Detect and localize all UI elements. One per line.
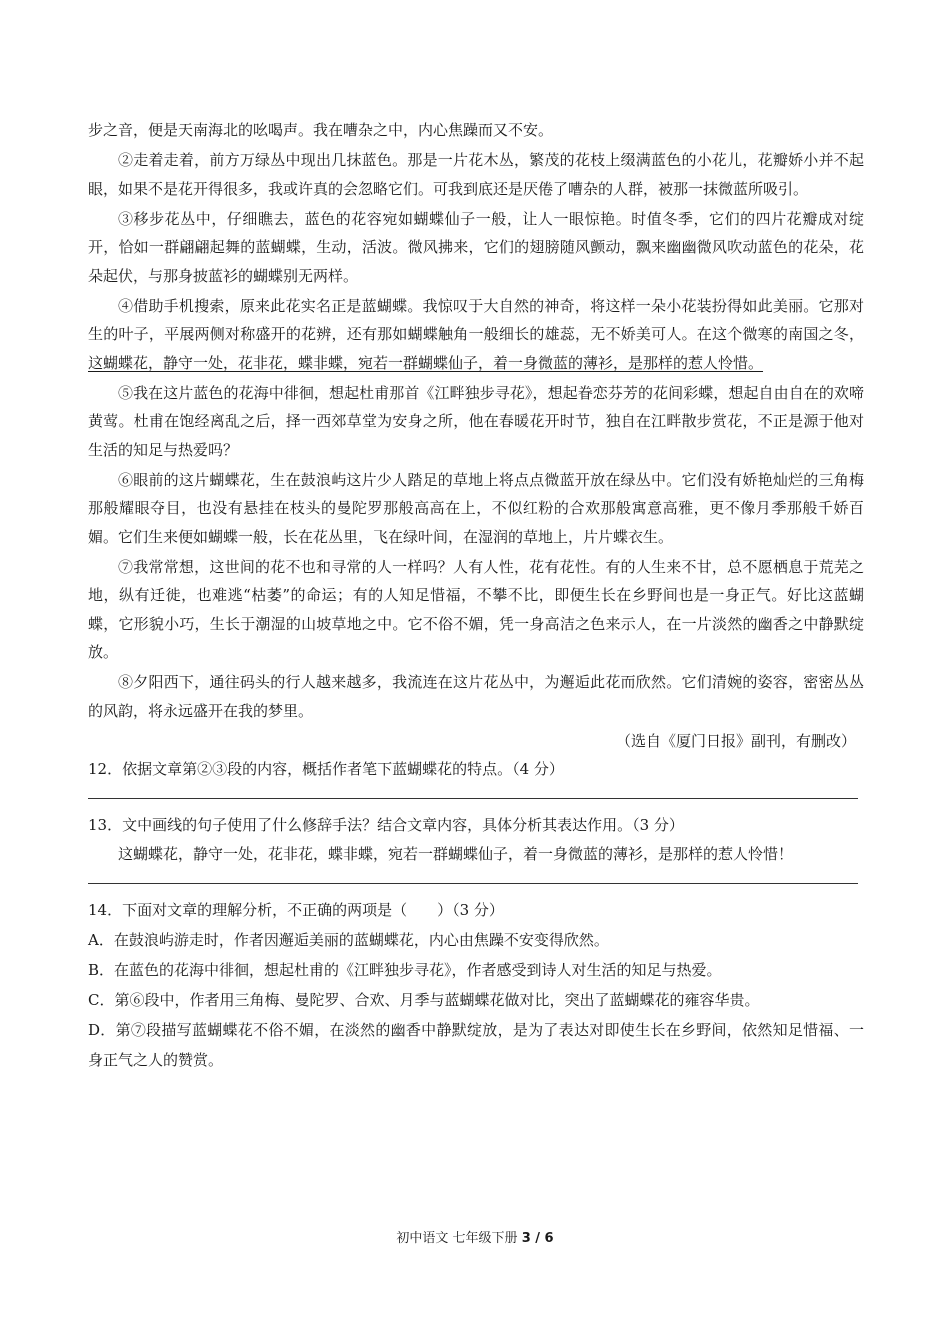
question-12: 12．依据文章第②③段的内容，概括作者笔下蓝蝴蝶花的特点。（4 分）: [88, 759, 564, 778]
paragraph-5: ⑤我在这片蓝色的花海中徘徊，想起杜甫那首《江畔独步寻花》，想起眷恋芬芳的花间彩蝶，想起自由自在的欢啼黄莺。杜甫在饱经离乱之后，择一西郊草堂为安身之所，他在春暖花开时节，独自在江畔散步赏花，不正是源于他对生活的知足与热爱吗？: [88, 383, 864, 459]
answer-line-12[interactable]: [88, 798, 858, 799]
paragraph-4: [88, 292, 864, 378]
source-citation: （选自《厦门日报》副刊，有删改）: [615, 731, 856, 750]
footer-label: 初中语文 七年级下册: [396, 1231, 518, 1246]
option-b[interactable]: B．在蓝色的花海中徘徊，想起杜甫的《江畔独步寻花》，作者感受到诗人对生活的知足与热爱。: [88, 960, 722, 979]
option-a[interactable]: A．在鼓浪屿游走时，作者因邂逅美丽的蓝蝴蝶花，内心由焦躁不安变得欣然。: [88, 930, 609, 949]
paragraph-6: ⑥眼前的这片蝴蝶花，生在鼓浪屿这片少人踏足的草地上将点点微蓝开放在绿丛中。它们没有娇艳灿烂的三角梅那般耀眼夺目，也没有悬挂在枝头的曼陀罗那般高高在上，不似红粉的合欢那般寓意高雅，更不像月季那般千娇百媚。它们生来便如蝴蝶一般，长在花丛里，飞在绿叶间，在湿润的草地上，片片蝶衣生。: [88, 470, 864, 546]
question-14: 14．下面对文章的理解分析，不正确的两项是（ ）（3 分）: [88, 900, 504, 919]
option-d[interactable]: D．第⑦段描写蓝蝴蝶花不俗不媚，在淡然的幽香中静默绽放，是为了表达对即使生长在乡野间，依然知足惜福、一身正气之人的赞赏。: [88, 1020, 864, 1069]
paragraph-continued: 步之音，便是天南海北的吆喝声。我在嘈杂之中，内心焦躁而又不安。: [88, 121, 554, 139]
paragraph-3: ③移步花丛中，仔细瞧去，蓝色的花容宛如蝴蝶仙子一般，让人一眼惊艳。时值冬季，它们的四片花瓣成对绽开，恰如一群翩翩起舞的蓝蝴蝶，生动，活波。微风拂来，它们的翅膀随风颤动，飘来幽幽微风吹动蓝色的花朵，花朵起伏，与那身披蓝衫的蝴蝶别无两样。: [88, 209, 864, 285]
page-footer: [0, 1229, 950, 1249]
paragraph-8: ⑧夕阳西下，通往码头的行人越来越多，我流连在这片花丛中，为邂逅此花而欣然。它们清婉的姿容，密密丛丛的风韵，将永远盛开在我的梦里。: [88, 673, 864, 720]
paragraph-4-text: ④借助手机搜索，原来此花实名正是蓝蝴蝶。我惊叹于大自然的神奇，将这样一朵小花装扮得如此美丽。它那对生的叶子，平展两侧对称盛开的花辨，还有那如蝴蝶触角一般细长的雄蕊，无不娇美可人。在这个微寒的南国之冬，: [88, 296, 864, 343]
page-number: 3 / 6: [521, 1231, 554, 1246]
question-13-quote: 这蝴蝶花，静守一处，花非花，蝶非蝶，宛若一群蝴蝶仙子，着一身微蓝的薄衫，是那样的惹人怜惜！: [118, 844, 794, 863]
underlined-sentence: 这蝴蝶花，静守一处，花非花，蝶非蝶，宛若一群蝴蝶仙子，着一身微蓝的薄衫，是那样的惹人怜惜。: [88, 353, 764, 372]
answer-line-13[interactable]: [88, 883, 858, 884]
option-c[interactable]: C．第⑥段中，作者用三角梅、曼陀罗、合欢、月季与蓝蝴蝶花做对比，突出了蓝蝴蝶花的雍容华贵。: [88, 990, 760, 1009]
question-13: 13．文中画线的句子使用了什么修辞手法？结合文章内容，具体分析其表达作用。（3 分）: [88, 815, 684, 834]
document-body: [88, 116, 864, 1075]
paragraph-2: ②走着走着，前方万绿丛中现出几抹蓝色。那是一片花木丛，繁茂的花枝上缀满蓝色的小花儿，花瓣娇小并不起眼，如果不是花开得很多，我或许真的会忽略它们。可我到底还是厌倦了嘈杂的人群，被那一抹微蓝所吸引。: [88, 151, 864, 198]
paragraph-7: ⑦我常常想，这世间的花不也和寻常的人一样吗？人有人性，花有花性。有的人生来不甘，总不愿栖息于荒芜之地，纵有迁徙，也难逃“枯萎”的命运；有的人知足惜福，不攀不比，即便生长在乡野间也是一身正气。好比这蓝蝴蝶，它形貌小巧，生长于潮湿的山坡草地之中。它不俗不媚，凭一身高洁之色来示人，在一片淡然的幽香之中静默绽放。: [88, 557, 864, 661]
